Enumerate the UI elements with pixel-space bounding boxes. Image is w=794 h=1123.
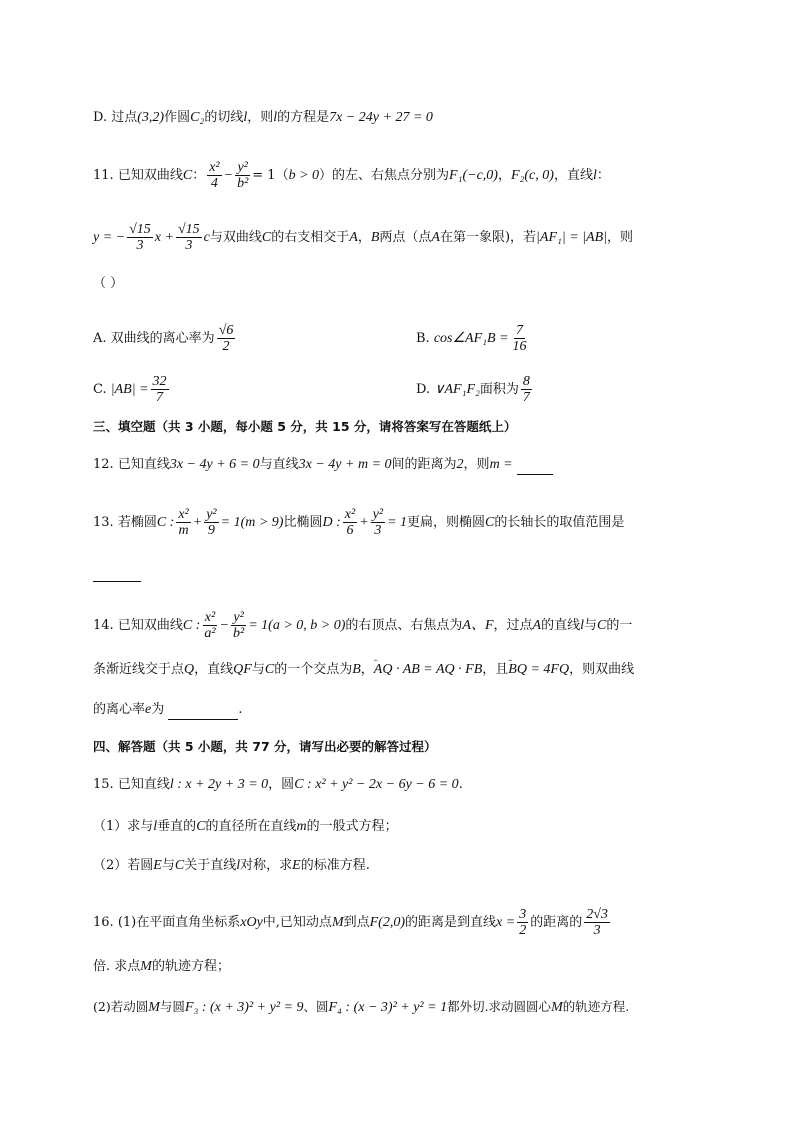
text: 与双曲线 bbox=[209, 230, 262, 245]
text: (2)若动圆 bbox=[93, 999, 149, 1014]
text: 过点 bbox=[111, 110, 138, 125]
denominator: b² bbox=[237, 176, 249, 191]
question-number: 13. bbox=[93, 515, 114, 530]
denominator: 7 bbox=[522, 390, 530, 405]
question-number: 15. bbox=[93, 777, 114, 792]
q11-stem-line1 bbox=[93, 160, 610, 191]
text: 到点 bbox=[343, 915, 370, 930]
q11-option-b bbox=[416, 323, 531, 354]
text: 已知双曲线 bbox=[117, 168, 183, 183]
numerator: y² bbox=[237, 160, 248, 175]
text: 间的距离为 bbox=[391, 457, 457, 472]
question-number: 14. bbox=[93, 618, 114, 633]
fraction bbox=[176, 222, 202, 253]
section-4-title: 四、解答题（共 5 小题，共 77 分，请写出必要的解答过程） bbox=[93, 739, 437, 754]
numerator: 32 bbox=[152, 374, 167, 389]
math: ∨AF₁F₂ bbox=[434, 382, 480, 397]
math: M bbox=[551, 1000, 563, 1015]
math: e bbox=[145, 702, 152, 717]
math: − bbox=[219, 618, 229, 633]
q15-stem bbox=[93, 775, 463, 795]
math: + bbox=[192, 515, 203, 530]
math: A bbox=[349, 230, 358, 245]
denominator: 2 bbox=[222, 339, 230, 354]
math: C : x² + y² − 2x − 6y − 6 = 0 bbox=[294, 777, 459, 792]
math: A bbox=[431, 230, 440, 245]
math: F₃ : (x + 3)² + y² = 9 bbox=[184, 1000, 304, 1015]
math: l bbox=[236, 858, 241, 873]
text: ，直线 bbox=[553, 168, 593, 183]
text: 与直线 bbox=[259, 457, 299, 472]
text: ，直线 bbox=[194, 662, 234, 677]
numerator: √6 bbox=[218, 323, 234, 338]
text: ，且 bbox=[482, 662, 509, 677]
answer-blank[interactable] bbox=[517, 474, 553, 475]
math: C₂ bbox=[190, 110, 205, 125]
math: = 1(m > 9) bbox=[220, 515, 284, 530]
denominator: 7 bbox=[156, 390, 164, 405]
text: （2）若圆 bbox=[93, 858, 154, 873]
text: 对称，求 bbox=[240, 858, 293, 873]
text: 的一 bbox=[606, 618, 633, 633]
math: E bbox=[153, 858, 162, 873]
text: 已知直线 bbox=[117, 777, 170, 792]
math: x + bbox=[154, 230, 174, 245]
text: ： bbox=[596, 168, 610, 183]
numerator: √15 bbox=[177, 222, 200, 237]
denominator: b² bbox=[233, 626, 245, 641]
numerator: 2√3 bbox=[586, 907, 608, 922]
q14-stem-line3 bbox=[93, 700, 243, 720]
text: ，圆 bbox=[268, 777, 295, 792]
text: 与 bbox=[251, 662, 265, 677]
math: F₁(−c,0) bbox=[449, 168, 498, 183]
text: . bbox=[458, 777, 463, 792]
text: 面积为 bbox=[479, 382, 519, 397]
text: 的距离是到直线 bbox=[405, 915, 497, 930]
q10-option-d bbox=[93, 108, 433, 128]
section-3-title: 三、填空题（共 3 小题，每小题 5 分，共 15 分，请将答案写在答题纸上） bbox=[93, 419, 517, 434]
text: 已知直线 bbox=[117, 457, 170, 472]
denominator: 6 bbox=[346, 523, 354, 538]
q12-stem bbox=[93, 455, 553, 475]
q16-stem-line2 bbox=[93, 957, 230, 977]
math: y = − bbox=[93, 230, 126, 245]
math: C : bbox=[156, 515, 175, 530]
math: C bbox=[182, 168, 193, 183]
denominator: 3 bbox=[374, 523, 382, 538]
math: 2 bbox=[456, 457, 464, 472]
numerator: x² bbox=[204, 610, 216, 625]
text: . bbox=[238, 702, 243, 717]
question-number: 12. bbox=[93, 457, 114, 472]
fraction bbox=[204, 507, 218, 538]
math: = 1 bbox=[387, 515, 408, 530]
text: = 1（ bbox=[252, 168, 289, 183]
text: ， bbox=[497, 168, 511, 183]
math: B bbox=[352, 662, 361, 677]
math: C bbox=[196, 819, 206, 834]
text: 条渐近线交于点 bbox=[93, 662, 185, 677]
answer-paren: （ ） bbox=[93, 276, 124, 291]
q14-stem-line1 bbox=[93, 610, 632, 641]
math: − bbox=[223, 168, 234, 183]
math: M bbox=[331, 915, 344, 930]
math: D : bbox=[322, 515, 341, 530]
text: 的轨迹方程. bbox=[562, 999, 630, 1014]
math: QF bbox=[233, 662, 252, 677]
text: 垂直的 bbox=[157, 819, 197, 834]
q16-part2 bbox=[93, 997, 629, 1018]
text: 为 bbox=[151, 702, 165, 717]
fraction bbox=[151, 374, 169, 405]
math: F₂(c, 0) bbox=[510, 168, 554, 183]
text: 与圆 bbox=[159, 999, 185, 1014]
text: ，则 bbox=[463, 457, 490, 472]
text: 的一般式方程； bbox=[306, 819, 398, 834]
denominator: 16 bbox=[512, 339, 527, 354]
option-label: B. bbox=[416, 331, 430, 346]
fraction bbox=[235, 160, 250, 191]
math: l bbox=[592, 168, 597, 183]
text: 的直径所在直线 bbox=[205, 819, 297, 834]
answer-blank[interactable] bbox=[93, 567, 141, 582]
text: （1）求与 bbox=[93, 819, 154, 834]
numerator: 7 bbox=[516, 323, 524, 338]
math: M bbox=[148, 1000, 160, 1015]
numerator: y² bbox=[233, 610, 244, 625]
math: l bbox=[273, 110, 278, 125]
fraction bbox=[343, 507, 357, 538]
numerator: x² bbox=[344, 507, 356, 522]
math: xOy bbox=[240, 915, 263, 930]
fraction bbox=[176, 507, 190, 538]
text: 的长轴长的取值范围是 bbox=[494, 515, 625, 530]
text: ，则 bbox=[606, 230, 633, 245]
math: + bbox=[359, 515, 369, 530]
math: Q bbox=[184, 662, 195, 677]
text: 的方程是 bbox=[277, 110, 330, 125]
fraction bbox=[207, 160, 221, 191]
text: 倍. 求点 bbox=[93, 959, 141, 974]
answer-blank[interactable] bbox=[168, 719, 238, 720]
math: C bbox=[174, 858, 185, 873]
math: l bbox=[243, 110, 248, 125]
text: ，过点 bbox=[493, 618, 533, 633]
text: 已知双曲线 bbox=[117, 618, 183, 633]
question-number: 11. bbox=[93, 168, 114, 183]
text: 的右顶点、右焦点为 bbox=[345, 618, 463, 633]
math: cos∠AF₁B = bbox=[433, 331, 509, 346]
fraction bbox=[217, 323, 236, 354]
denominator: 9 bbox=[207, 523, 215, 538]
fraction bbox=[521, 374, 532, 405]
text: 与 bbox=[161, 858, 175, 873]
math: (3,2) bbox=[137, 110, 165, 125]
text: 若椭圆 bbox=[117, 515, 157, 530]
denominator: 3 bbox=[593, 923, 601, 938]
numerator: y² bbox=[372, 507, 384, 522]
math: C bbox=[261, 230, 272, 245]
numerator: x² bbox=[178, 507, 189, 522]
text: ，则 bbox=[247, 110, 274, 125]
q15-part2 bbox=[93, 856, 370, 876]
math: E bbox=[292, 858, 301, 873]
q14-stem-line2 bbox=[93, 660, 634, 680]
math: l : x + 2y + 3 = 0 bbox=[169, 777, 269, 792]
math: A、F bbox=[462, 618, 494, 633]
text: 在第一象限)，若 bbox=[439, 230, 537, 245]
text: ， bbox=[357, 230, 371, 245]
math: F₄ : (x − 3)² + y² = 1 bbox=[328, 1000, 448, 1015]
text: 比椭圆 bbox=[283, 515, 323, 530]
math: b > 0 bbox=[288, 168, 320, 183]
denominator: a² bbox=[204, 626, 216, 641]
math: = 1(a > 0, b > 0) bbox=[248, 618, 346, 633]
text: 的右支相交于 bbox=[271, 230, 350, 245]
math: |AB| = bbox=[110, 382, 149, 397]
fraction bbox=[511, 323, 529, 354]
text: ）的左、右焦点分别为 bbox=[319, 168, 450, 183]
fraction bbox=[202, 610, 217, 641]
math: C : bbox=[182, 618, 201, 633]
text: 关于直线 bbox=[184, 858, 237, 873]
math: 7x − 24y + 27 = 0 bbox=[329, 110, 433, 125]
text: 的离心率 bbox=[93, 702, 146, 717]
numerator: y² bbox=[206, 507, 217, 522]
text: 更扁，则椭圆 bbox=[407, 515, 486, 530]
math: A bbox=[532, 618, 542, 633]
fraction bbox=[584, 907, 610, 938]
text: ，则双曲线 bbox=[569, 662, 635, 677]
fraction bbox=[127, 222, 153, 253]
option-label: D. bbox=[416, 382, 431, 397]
denominator: 2 bbox=[519, 923, 527, 938]
text: 与 bbox=[583, 618, 597, 633]
text: 、圆 bbox=[303, 999, 329, 1014]
fraction bbox=[517, 907, 528, 938]
math: F(2,0) bbox=[369, 915, 406, 930]
text: 的轨迹方程； bbox=[151, 959, 230, 974]
vector-equation: ᵕᵕ BQ = 4FQ bbox=[508, 660, 569, 680]
fraction bbox=[371, 507, 385, 538]
math: 3x − 4y + 6 = 0 bbox=[169, 457, 260, 472]
math: C bbox=[597, 618, 607, 633]
q11-option-a bbox=[93, 323, 237, 354]
math: M bbox=[140, 959, 152, 974]
denominator: 3 bbox=[136, 238, 144, 253]
text: 都外切.求动圆圆心 bbox=[447, 999, 552, 1014]
text: 双曲线的离心率为 bbox=[110, 331, 215, 346]
math: C bbox=[485, 515, 495, 530]
text: ， bbox=[360, 662, 374, 677]
denominator: 4 bbox=[210, 176, 218, 191]
math: m bbox=[296, 819, 307, 834]
numerator: √15 bbox=[129, 222, 151, 237]
text: 两点（点 bbox=[379, 230, 432, 245]
math: c bbox=[203, 230, 210, 245]
math: l bbox=[580, 618, 584, 633]
numerator: x² bbox=[209, 160, 220, 175]
math: |AF₁| = |AB| bbox=[536, 230, 607, 245]
text: 的切线 bbox=[204, 110, 244, 125]
math: 3x − 4y + m = 0 bbox=[298, 457, 392, 472]
math: x = bbox=[496, 915, 516, 930]
denominator: 3 bbox=[185, 238, 193, 253]
q13-answer-line bbox=[93, 562, 141, 582]
denominator: m bbox=[178, 523, 189, 538]
text: (1)在平面直角坐标系 bbox=[117, 915, 241, 930]
vector-equation: ᵕᵕ AQ · AB = AQ · FB bbox=[374, 660, 482, 680]
math: C bbox=[264, 662, 275, 677]
numerator: 8 bbox=[522, 374, 530, 389]
q11-paren bbox=[93, 274, 123, 294]
fraction bbox=[231, 610, 246, 641]
q11-option-c bbox=[93, 374, 171, 405]
q13-stem bbox=[93, 507, 624, 538]
option-label: C. bbox=[93, 382, 107, 397]
math: l bbox=[153, 819, 158, 834]
text: 的直线 bbox=[541, 618, 581, 633]
q11-stem-line2 bbox=[93, 222, 633, 253]
q16-stem-line1 bbox=[93, 907, 612, 938]
text: 的一个交点为 bbox=[274, 662, 353, 677]
q15-part1 bbox=[93, 817, 398, 837]
math: m = bbox=[489, 457, 513, 472]
text: 作圆 bbox=[164, 110, 191, 125]
math: B bbox=[370, 230, 380, 245]
text: 的距离的 bbox=[530, 915, 583, 930]
q11-option-d bbox=[416, 374, 534, 405]
numerator: 3 bbox=[519, 907, 527, 922]
question-number: 16. bbox=[93, 915, 114, 930]
option-label: D. bbox=[93, 110, 108, 125]
text: 的标准方程. bbox=[300, 858, 370, 873]
option-label: A. bbox=[93, 331, 107, 346]
text: ： bbox=[192, 168, 206, 183]
text: 中,已知动点 bbox=[262, 915, 332, 930]
